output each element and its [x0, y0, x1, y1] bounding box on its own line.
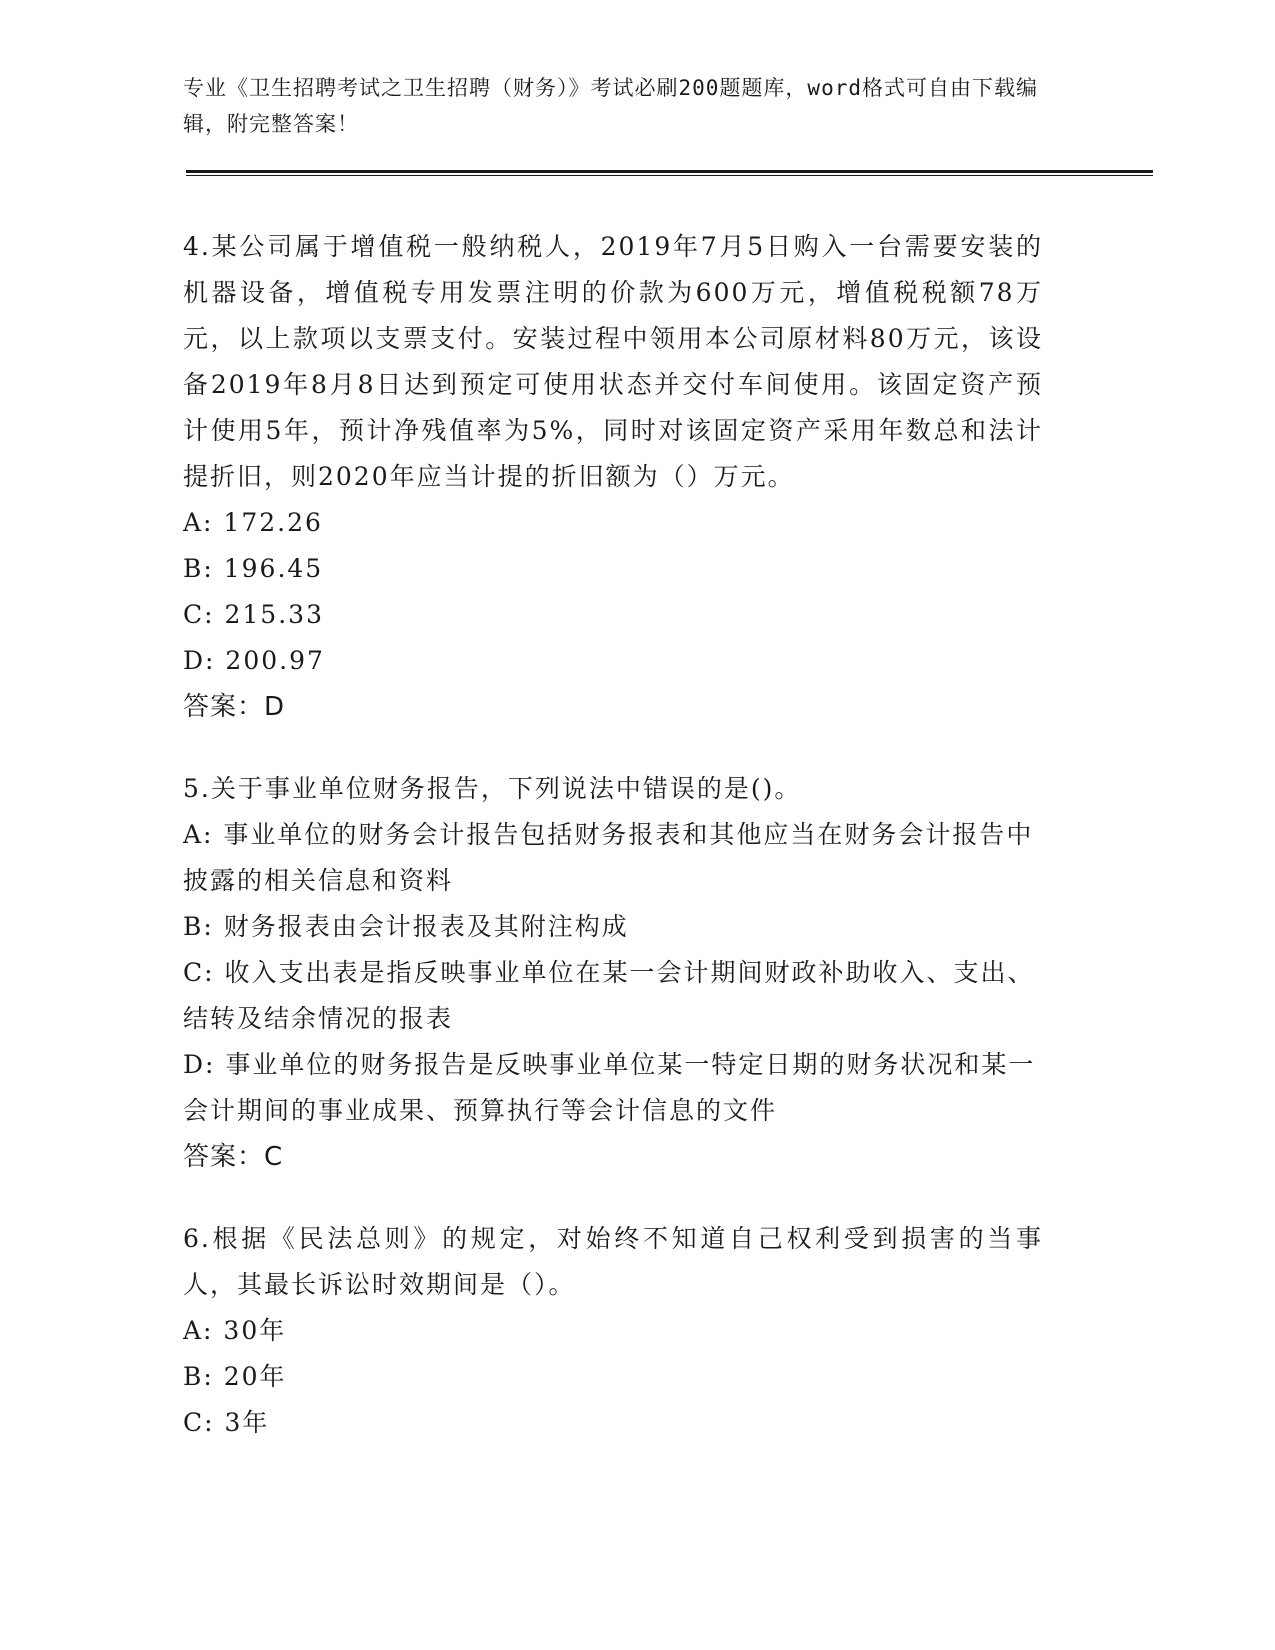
option-b: B: 196.45 — [183, 554, 324, 583]
option-b: B: 财务报表由会计报表及其附注构成 — [183, 912, 629, 941]
answer-line: 答案：D — [183, 692, 286, 722]
option-c: C: 3年 — [183, 1408, 270, 1437]
option-c: C: 215.33 — [183, 600, 324, 629]
option-a: A: 172.26 — [183, 508, 323, 537]
answer-line: 答案：C — [183, 1142, 284, 1172]
question-4 — [183, 224, 1063, 730]
option-a: A: 30年 — [183, 1316, 287, 1345]
question-stem: 4.某公司属于增值税一般纳税人，2019年7月5日购入一台需要安装的机器设备，增值税专用发票注明的价款为600万元，增值税税额78万元，以上款项以支票支付。安装过程中领用本公司原材料80万元，该设备2019年8月8日达到预定可使用状态并交付车间使用。该固定资产预计使用5年，预计净残值率为5%，同时对该固定资产采用年数总和法计提折旧，则2020年应当计提的折旧额为（）万元。 — [183, 232, 1043, 491]
option-c: C: 收入支出表是指反映事业单位在某一会计期间财政补助收入、支出、结转及结余情况的报表 — [183, 958, 1035, 1033]
option-d: D: 200.97 — [183, 646, 325, 675]
option-b: B: 20年 — [183, 1362, 287, 1391]
question-6 — [183, 1216, 1063, 1446]
question-stem: 6.根据《民法总则》的规定，对始终不知道自己权利受到损害的当事人，其最长诉讼时效期间是（）。 — [183, 1224, 1043, 1299]
question-5 — [183, 766, 1063, 1180]
document-page — [183, 70, 1063, 1446]
header-divider — [186, 170, 1153, 176]
option-d: D: 事业单位的财务报告是反映事业单位某一特定日期的财务状况和某一会计期间的事业成果、预算执行等会计信息的文件 — [183, 1050, 1036, 1125]
option-a: A: 事业单位的财务会计报告包括财务报表和其他应当在财务会计报告中披露的相关信息和资料 — [183, 820, 1034, 895]
question-stem: 5.关于事业单位财务报告，下列说法中错误的是()。 — [183, 774, 802, 803]
document-header: 专业《卫生招聘考试之卫生招聘（财务）》考试必刷200题题库，word格式可自由下载编辑，附完整答案！ — [183, 76, 1038, 136]
